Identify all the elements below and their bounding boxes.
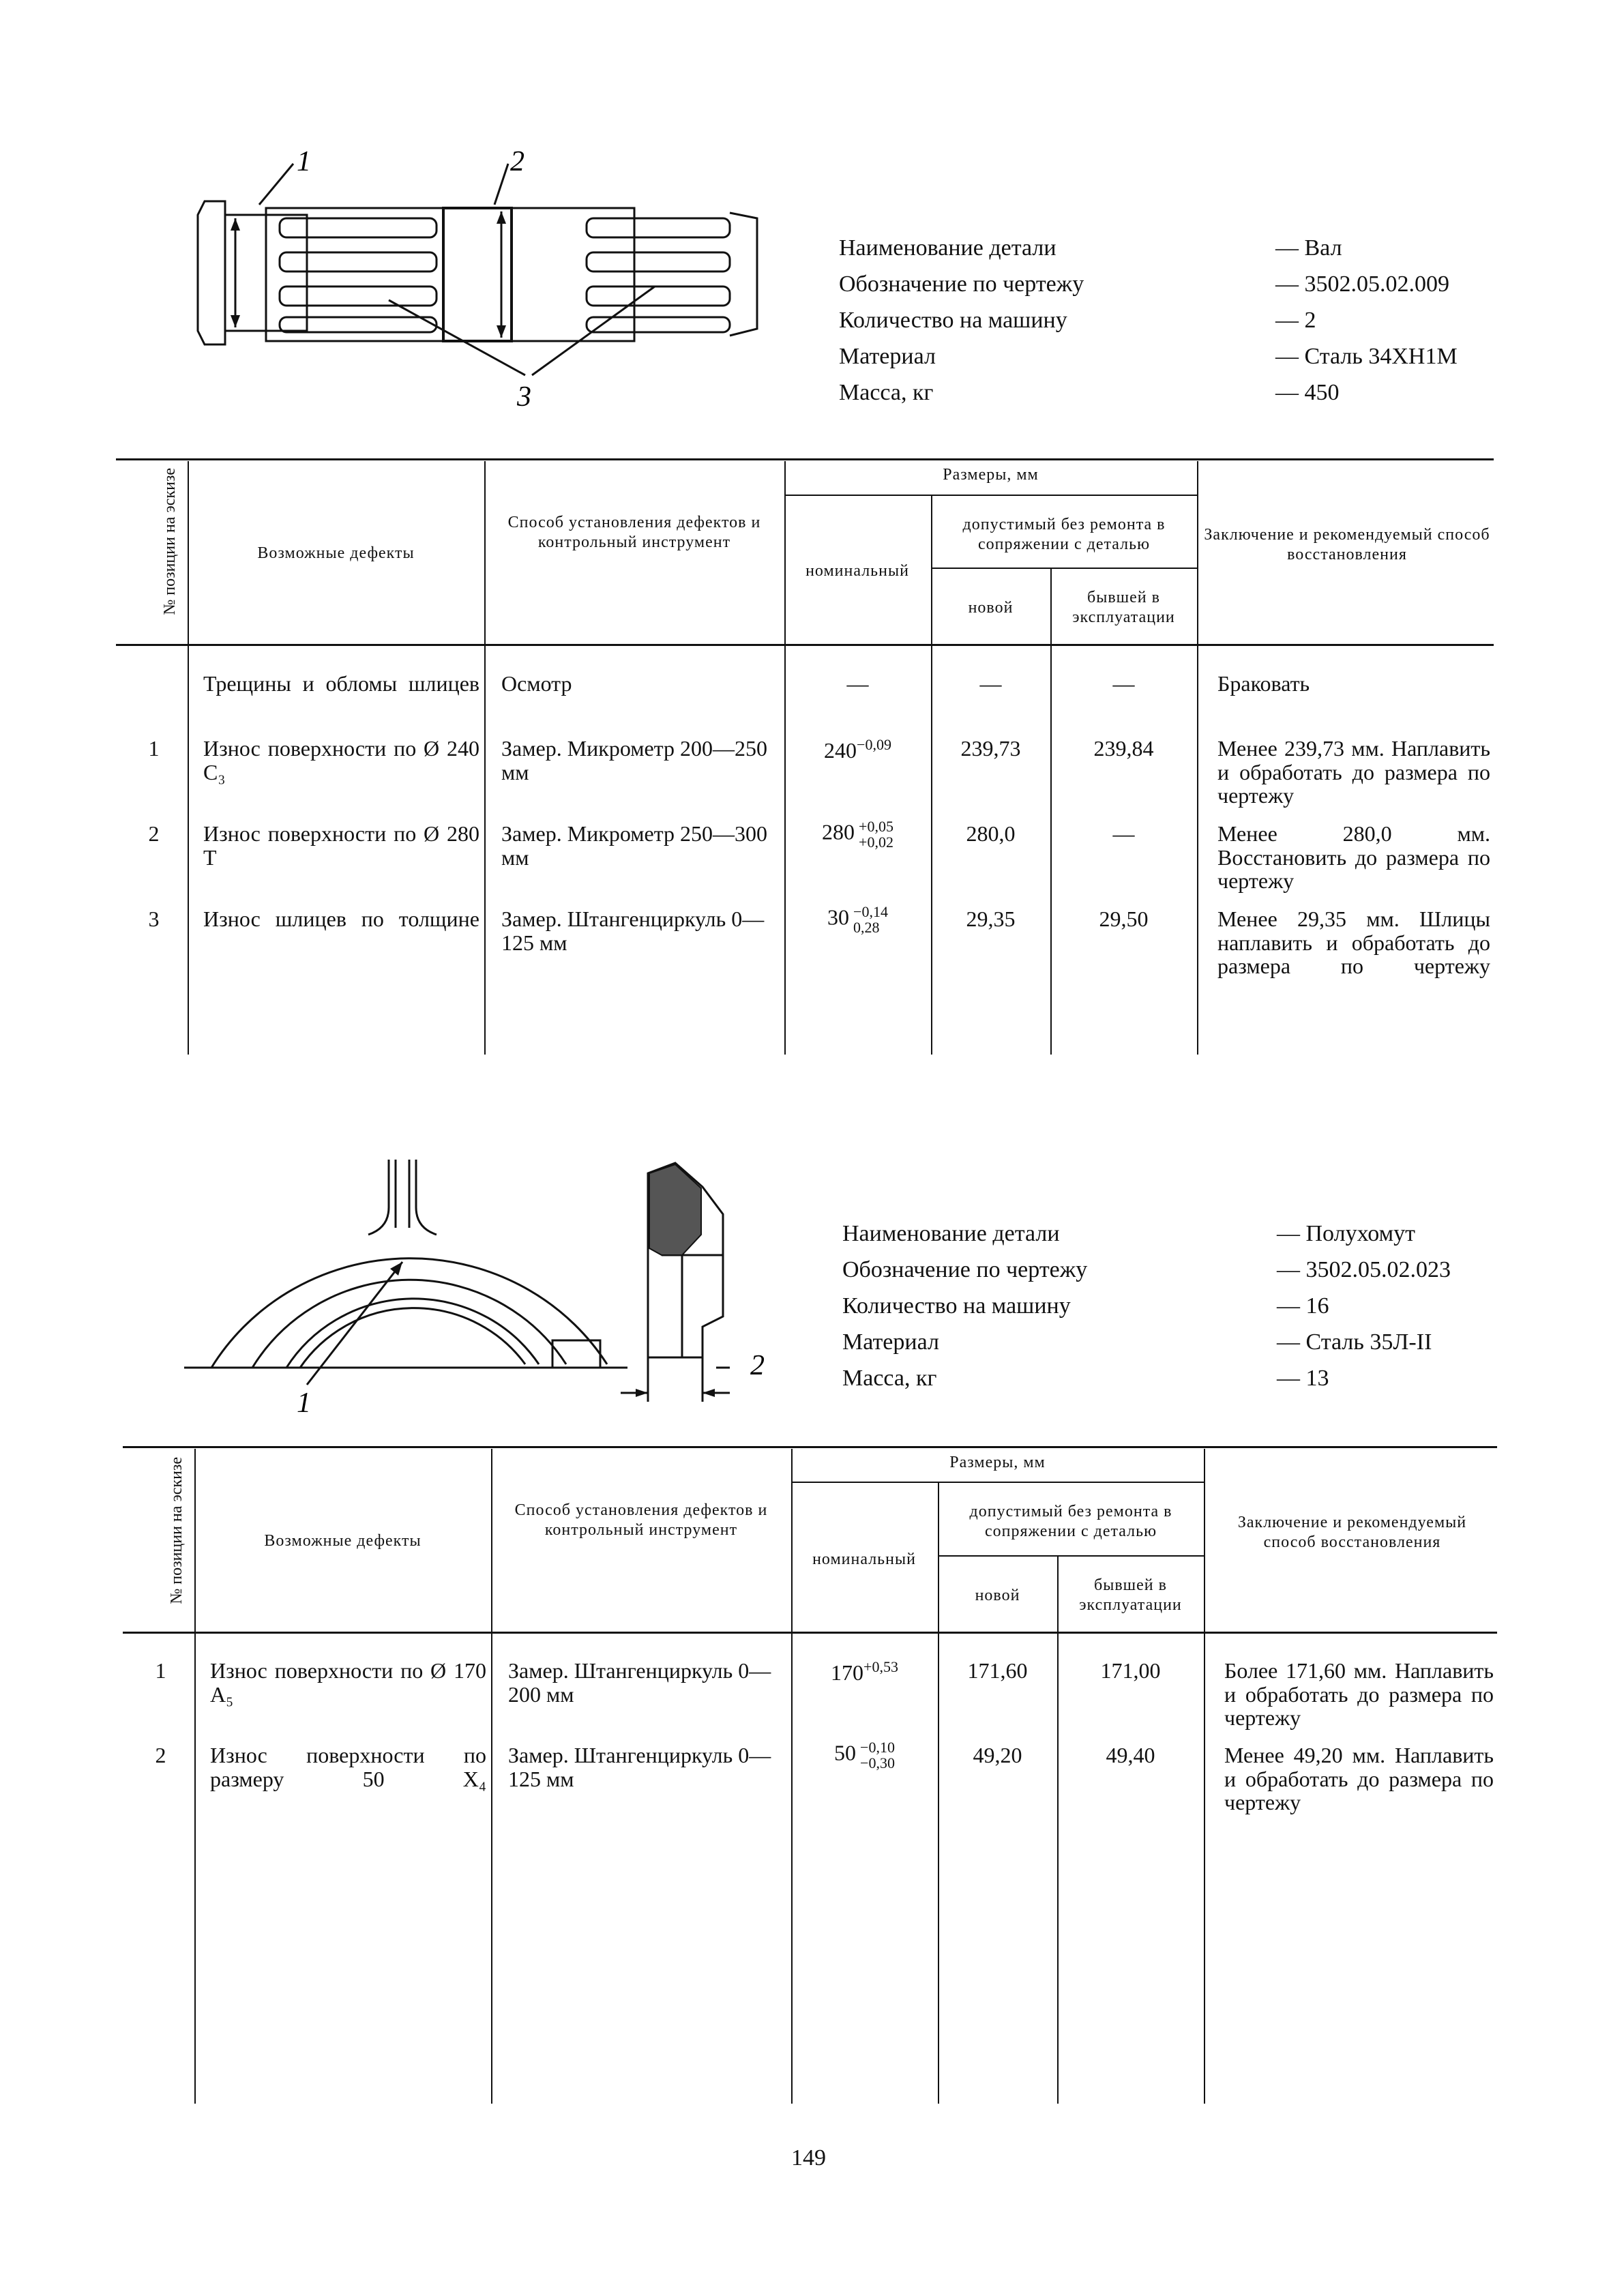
header-defects: Возможные дефекты	[264, 1532, 422, 1550]
cell-nominal: —	[846, 671, 869, 696]
cell-used: 171,00	[1100, 1658, 1161, 1683]
callout-2: 2	[750, 1350, 765, 1381]
header-nominal: номинальный	[812, 1550, 916, 1568]
cell-conclusion: Более 171,60 мм. Наплавить и обработать до размера по чертежу	[1224, 1658, 1494, 1731]
cell-new: 280,0	[966, 821, 1016, 846]
header-conclusion: Заключение и рекомендуемый способ восстановления	[1237, 1514, 1467, 1551]
cell-used: —	[1112, 671, 1135, 696]
cell-new: 49,20	[973, 1743, 1022, 1767]
cell-new: 239,73	[960, 736, 1021, 761]
cell-conclusion: Менее 239,73 мм. Наплавить и обработать до размера по чертежу	[1217, 736, 1490, 808]
cell-method: Замер. Штангенциркуль 0—125 мм	[508, 1743, 771, 1791]
cell-position: 1	[148, 736, 160, 761]
header-sizes: Размеры, мм	[943, 466, 1039, 484]
cell-conclusion: Браковать	[1217, 671, 1310, 696]
callout-1: 1	[297, 1387, 311, 1419]
cell-used: 239,84	[1093, 736, 1154, 761]
callout-1: 1	[297, 150, 311, 177]
info-value: — 3502.05.02.023	[1277, 1257, 1451, 1282]
cell-used: 29,50	[1099, 907, 1149, 931]
header-nominal: номинальный	[806, 562, 909, 580]
header-used: бывшей в эксплуатации	[1079, 1576, 1182, 1614]
cell-nominal: 240−0,09	[824, 736, 891, 763]
info-value: — 450	[1275, 380, 1340, 405]
info-label: Материал	[839, 344, 936, 369]
cell-defect: Износ поверхности по размеру 50 Х₄	[210, 1743, 486, 1791]
cell-defect: Износ поверхности по Ø 280 Т	[203, 821, 479, 870]
cell-defect: Износ поверхности по Ø 240 С₃	[203, 736, 479, 784]
info-label: Наименование детали	[842, 1221, 1060, 1246]
half-clamp-sketch	[184, 1132, 812, 1419]
cell-method: Замер. Штангенциркуль 0—125 мм	[501, 907, 765, 955]
cell-conclusion: Менее 29,35 мм. Шлицы наплавить и обработать до размера по чертежу	[1217, 907, 1490, 979]
cell-position: 2	[155, 1743, 166, 1767]
info-value: — 16	[1277, 1293, 1329, 1319]
page-number: 149	[791, 2145, 826, 2170]
info-value: — Вал	[1275, 235, 1342, 261]
cell-method: Замер. Микрометр 250—300 мм	[501, 821, 768, 870]
header-method: Способ установления дефектов и контрольный инструмент	[514, 1501, 768, 1539]
cell-position: 3	[148, 907, 160, 931]
info-label: Материал	[842, 1329, 939, 1355]
cell-conclusion: Менее 49,20 мм. Наплавить и обработать до размера по чертежу	[1224, 1743, 1494, 1815]
header-sizes: Размеры, мм	[949, 1454, 1046, 1471]
info-value: — 2	[1275, 308, 1316, 333]
cell-nominal: 280 +0,05 +0,02	[822, 818, 893, 851]
info-label: Количество на машину	[842, 1293, 1071, 1319]
info-value: — Полухомут	[1277, 1221, 1416, 1246]
cell-defect: Трещины и обломы шлицев	[203, 671, 479, 696]
cell-used: 49,40	[1106, 1743, 1155, 1767]
header-method: Способ установления дефектов и контрольный инструмент	[507, 514, 761, 551]
cell-new: —	[979, 671, 1002, 696]
cell-method: Замер. Микрометр 200—250 мм	[501, 736, 768, 784]
info-label: Масса, кг	[839, 380, 934, 405]
header-allowed: допустимый без ремонта в сопряжении с деталью	[969, 1503, 1172, 1540]
info-label: Обозначение по чертежу	[842, 1257, 1088, 1282]
cell-method: Осмотр	[501, 671, 572, 696]
info-value: — 13	[1277, 1366, 1329, 1391]
info-label: Количество на машину	[839, 308, 1067, 333]
cell-new: 171,60	[967, 1658, 1028, 1683]
header-allowed: допустимый без ремонта в сопряжении с деталью	[962, 516, 1166, 553]
shaft-sketch	[184, 150, 798, 423]
cell-new: 29,35	[966, 907, 1016, 931]
cell-nominal: 30 −0,14 0,28	[827, 903, 888, 937]
cell-nominal: 50 −0,10 −0,30	[834, 1739, 895, 1772]
info-value: — 3502.05.02.009	[1275, 271, 1449, 297]
header-used: бывшей в эксплуатации	[1072, 589, 1175, 626]
info-value: — Сталь 35Л-II	[1277, 1329, 1432, 1355]
header-new: новой	[975, 1587, 1020, 1604]
cell-defect: Износ поверхности по Ø 170 А₅	[210, 1658, 486, 1707]
header-defects: Возможные дефекты	[257, 544, 415, 562]
cell-position: 1	[155, 1658, 166, 1683]
cell-defect: Износ шлицев по толщине	[203, 907, 479, 931]
header-position: № позиции на эскизе	[161, 467, 179, 615]
info-value: — Сталь 34ХН1М	[1275, 344, 1458, 369]
header-new: новой	[968, 599, 1014, 617]
callout-2: 2	[510, 150, 524, 177]
info-label: Наименование детали	[839, 235, 1056, 261]
info-label: Обозначение по чертежу	[839, 271, 1084, 297]
callout-3: 3	[517, 381, 531, 413]
header-position: № позиции на эскизе	[168, 1456, 186, 1604]
info-label: Масса, кг	[842, 1366, 937, 1391]
cell-conclusion: Менее 280,0 мм. Восстановить до размера по чертежу	[1217, 821, 1490, 894]
header-conclusion: Заключение и рекомендуемый способ восстановления	[1204, 526, 1490, 563]
cell-position: 2	[148, 821, 160, 846]
cell-used: —	[1112, 821, 1135, 846]
cell-method: Замер. Штангенциркуль 0—200 мм	[508, 1658, 771, 1707]
cell-nominal: 170+0,53	[831, 1658, 898, 1685]
